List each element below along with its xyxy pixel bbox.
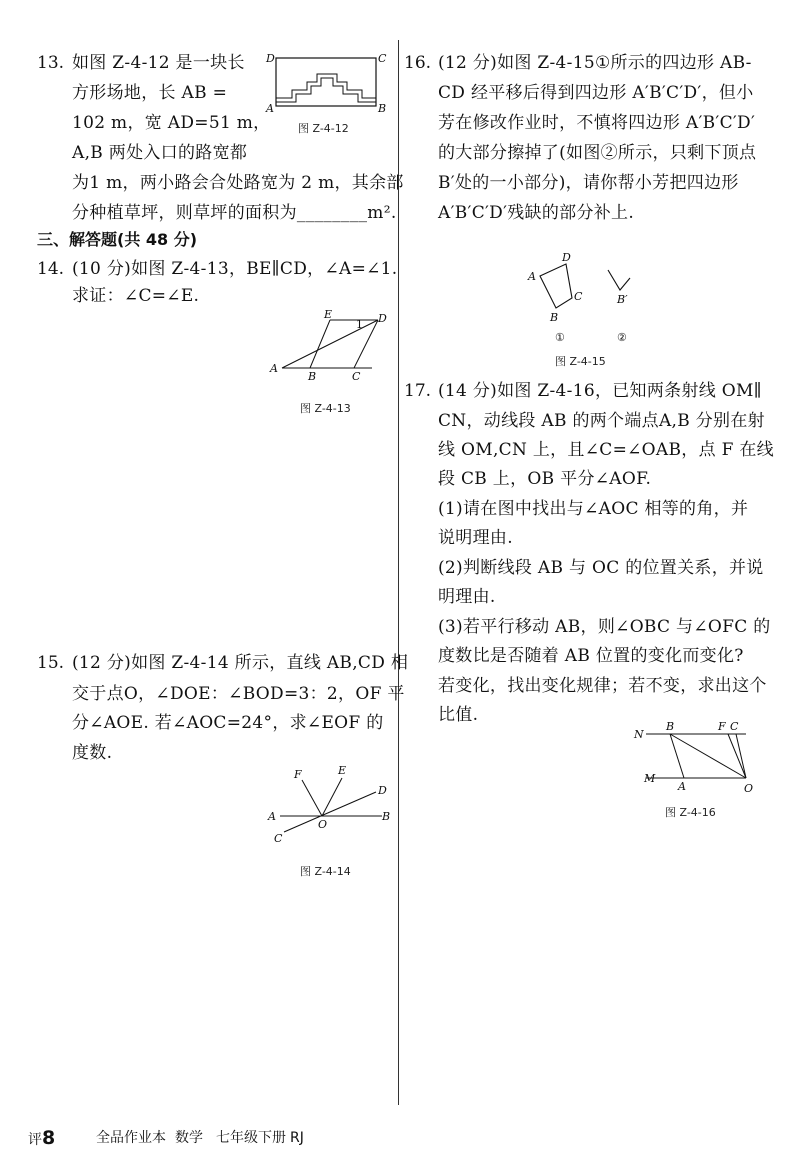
q17-figure [628, 716, 760, 800]
q14-label-b: B [308, 370, 317, 383]
q14-figure [262, 308, 392, 383]
q17-label-m: M [644, 772, 656, 785]
q14-label-d: D [378, 312, 387, 325]
q15-label-b: B [382, 810, 391, 823]
q13-figure [262, 48, 392, 118]
q16-label-a: A [528, 270, 536, 283]
q17-line-12: 比值. [438, 705, 479, 725]
q13-line-1: 如图 Z-4-12 是一块长 [72, 53, 245, 73]
q14-label-a: A [270, 362, 278, 375]
q16-line-1: (12 分)如图 Z-4-15①所示的四边形 AB- [438, 53, 752, 73]
section-3-title: 三、解答题(共 48 分) [37, 230, 198, 249]
q15-label-d: D [378, 784, 387, 797]
q16-line-2: CD 经平移后得到四边形 A′B′C′D′，但小 [438, 83, 754, 103]
q17-label-n: N [634, 728, 644, 741]
q14-label-e: E [324, 308, 333, 321]
q15-number: 15. [37, 653, 65, 673]
q13-label-d: D [266, 52, 275, 65]
q16-label-b: B [550, 311, 559, 324]
q15-figure-caption: 图 Z-4-14 [300, 865, 351, 878]
page-prefix: 评 [28, 1132, 42, 1148]
q17-label-b: B [666, 720, 675, 733]
q17-label-c: C [730, 720, 739, 733]
q15-label-a: A [268, 810, 276, 823]
q14-figure-caption: 图 Z-4-13 [300, 402, 351, 415]
q13-label-b: B [378, 102, 387, 115]
q17-line-7: (2)判断线段 AB 与 OC 的位置关系，并说 [438, 558, 764, 578]
q16-label-c: C [574, 290, 583, 303]
q16-line-6: A′B′C′D′残缺的部分补上. [438, 203, 635, 223]
q13-line-6: 分种植草坪，则草坪的面积为________m². [72, 203, 397, 223]
page-number [28, 1128, 55, 1150]
q13-number: 13. [37, 53, 65, 73]
q16-label-fig1: ① [555, 331, 565, 344]
q14-label-angle-1: 1 [356, 318, 363, 331]
q15-line-3: 分∠AOE. 若∠AOC=24°，求∠EOF 的 [72, 713, 384, 733]
q17-label-a: A [678, 780, 686, 793]
q17-line-3: 线 OM,CN 上，且∠C=∠OAB，点 F 在线 [438, 440, 774, 460]
q15-label-e: E [338, 764, 347, 777]
q15-label-o: O [318, 818, 328, 831]
q17-figure-caption: 图 Z-4-16 [665, 806, 716, 819]
q13-label-a: A [266, 102, 274, 115]
q15-figure [262, 762, 392, 847]
q17-number: 17. [404, 381, 432, 401]
q17-line-1: (14 分)如图 Z-4-16，已知两条射线 OM∥ [438, 381, 762, 401]
book-title: 全品作业本 [96, 1130, 166, 1146]
q13-label-c: C [378, 52, 387, 65]
q17-line-2: CN，动线段 AB 的两个端点A,B 分别在射 [438, 411, 765, 431]
q14-label-c: C [352, 370, 361, 383]
q15-line-1: (12 分)如图 Z-4-14 所示，直线 AB,CD 相 [72, 653, 409, 673]
q14-line-1: (10 分)如图 Z-4-13，BE∥CD，∠A=∠1. [72, 259, 398, 279]
q16-number: 16. [404, 53, 432, 73]
q14-line-2: 求证：∠C=∠E. [72, 286, 200, 306]
page-number-value: 8 [42, 1127, 56, 1149]
q17-line-9: (3)若平行移动 AB，则∠OBC 与∠OFC 的 [438, 617, 771, 637]
q16-line-4: 的大部分擦掉了(如图②所示，只剩下顶点 [438, 143, 757, 163]
q17-line-10: 度数比是否随着 AB 位置的变化而变化? [438, 646, 744, 666]
q15-line-2: 交于点O，∠DOE：∠BOD=3：2，OF 平 [72, 684, 405, 704]
q17-line-11: 若变化，找出变化规律；若不变，求出这个 [438, 676, 767, 696]
q15-line-4: 度数. [72, 743, 113, 763]
q13-figure-caption: 图 Z-4-12 [298, 122, 349, 135]
q17-line-5: (1)请在图中找出与∠AOC 相等的角，并 [438, 499, 749, 519]
q16-label-d: D [562, 251, 571, 264]
q17-label-o: O [744, 782, 754, 795]
q17-label-f: F [718, 720, 726, 733]
q17-line-6: 说明理由. [438, 528, 513, 548]
q16-figure [520, 248, 645, 346]
q16-label-b-prime: B′ [617, 293, 628, 306]
q13-line-5: 为1 m，两小路会合处路宽为 2 m，其余部 [72, 173, 404, 193]
q13-line-4: A,B 两处入口的路宽都 [72, 143, 248, 163]
q14-number: 14. [37, 259, 65, 279]
q16-figure-caption: 图 Z-4-15 [555, 355, 606, 368]
q17-line-8: 明理由. [438, 587, 496, 607]
q16-label-fig2: ② [617, 331, 627, 344]
q16-line-3: 芳在修改作业时，不慎将四边形 A′B′C′D′ [438, 113, 756, 133]
q16-line-5: B′处的一小部分)，请你帮小芳把四边形 [438, 173, 739, 193]
grade: 七年级下册 [216, 1130, 286, 1146]
q17-line-4: 段 CB 上，OB 平分∠AOF. [438, 469, 652, 489]
q15-label-c: C [274, 832, 283, 845]
subject: 数学 [175, 1130, 203, 1146]
q13-line-2: 方形场地，长 AB = [72, 83, 228, 103]
column-divider [398, 40, 399, 1105]
edition: RJ [290, 1130, 304, 1146]
q15-label-f: F [294, 768, 302, 781]
q13-line-3: 102 m，宽 AD=51 m， [72, 113, 271, 133]
